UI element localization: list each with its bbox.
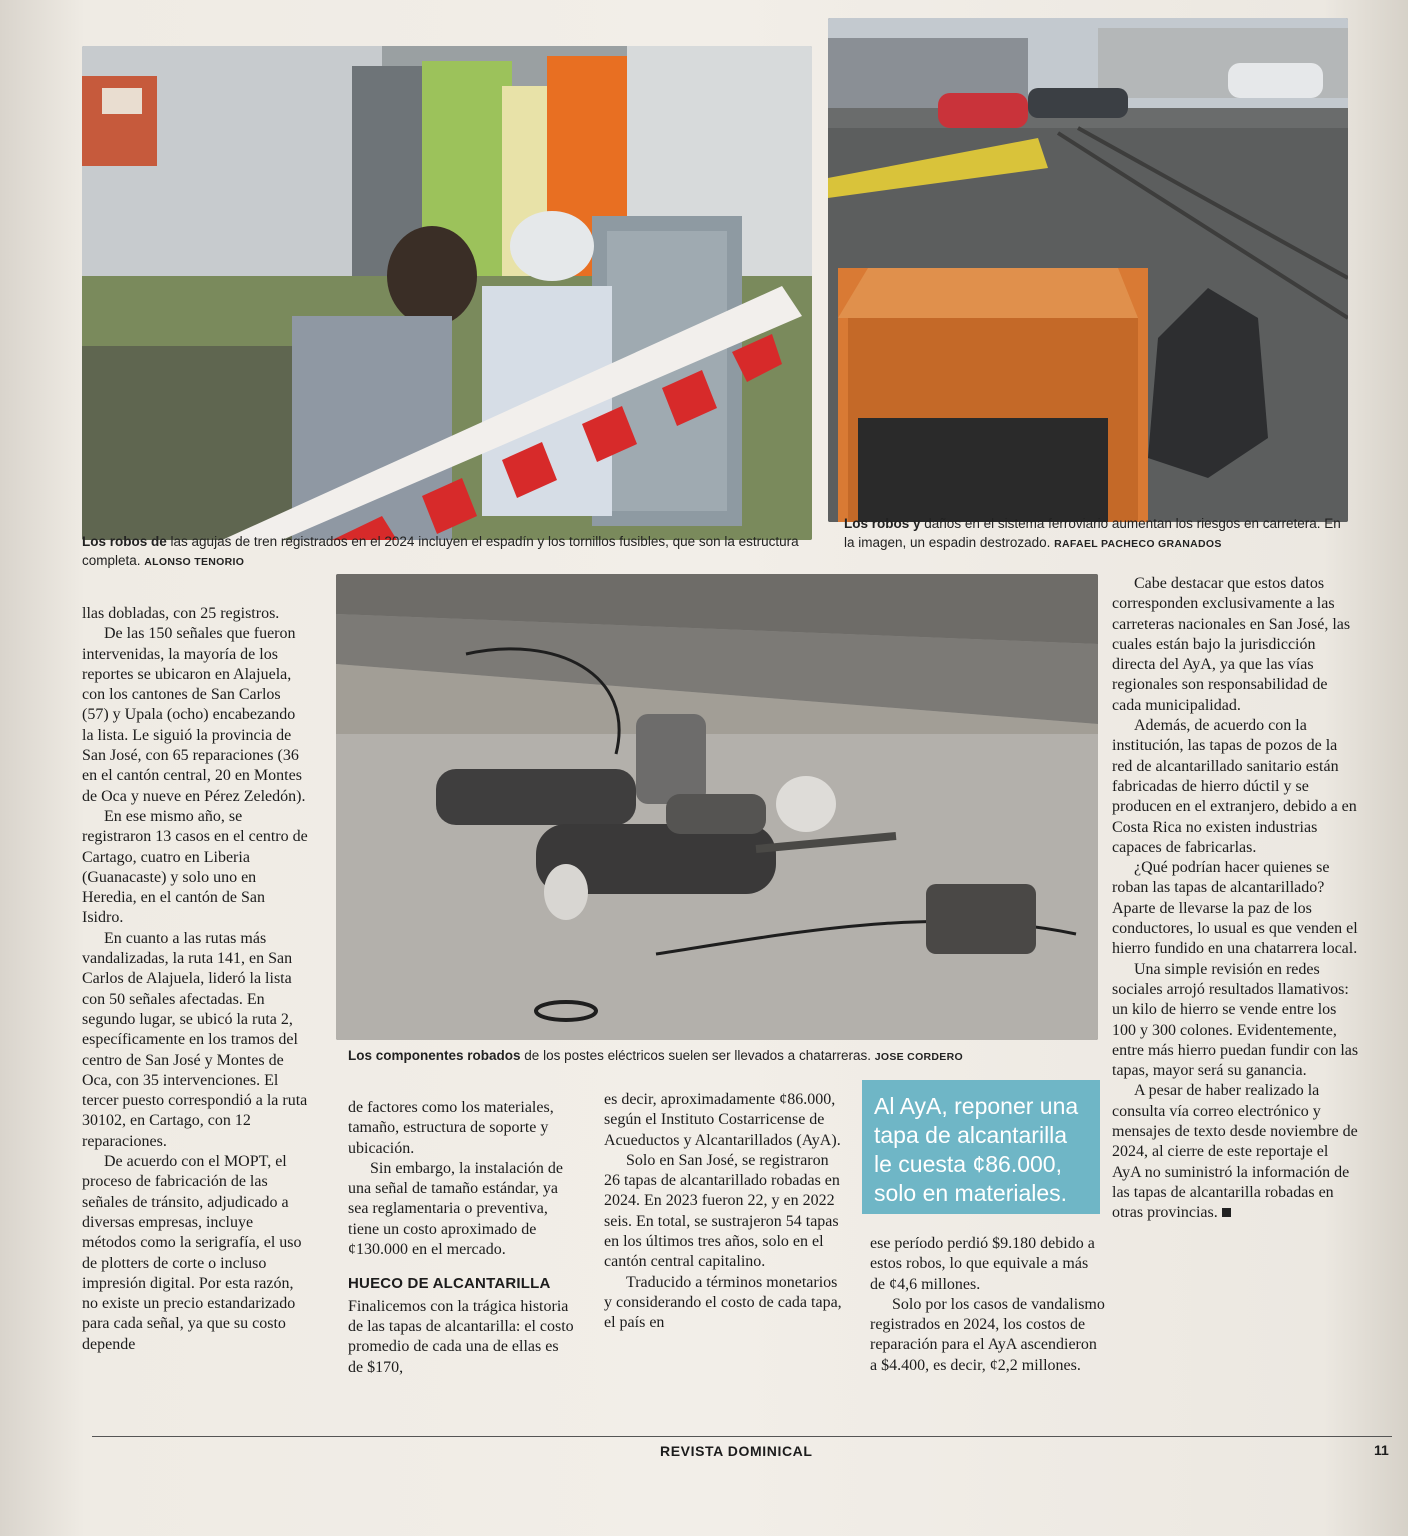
caption-text: daños en el sistema ferroviario aumentan los riesgos en carretera. En la imagen, un espadin destrozado.	[844, 516, 1341, 550]
photo-stolen-electrical-components	[336, 574, 1098, 1040]
article-paragraph: de factores como los materiales, tamaño, estructura de soporte y ubicación.	[348, 1099, 554, 1157]
caption-lead: Los robos y	[844, 516, 921, 531]
article-paragraph: Solo en San José, se registraron 26 tapas de alcantarillado robadas en 2024. En 2023 fueron 22, y en 2022 seis. En total, se sustrajeron 54 tapas en los últimos tres años, solo en el cantón central capitalino.	[604, 1151, 840, 1271]
photo-credit: ALONSO TENORIO	[144, 556, 245, 568]
article-column-3	[604, 1090, 842, 1334]
caption-text: las agujas de tren registrados en el 2024 incluyen el espadín y los tornillos fusibles, que son la estructura completa.	[82, 534, 799, 568]
section-subhead: HUECO DE ALCANTARILLA	[348, 1275, 551, 1293]
article-paragraph: Sin embargo, la instalación de una señal de tamaño estándar, ya sea reglamentaria o preventiva, tiene un costo aproximado de ¢130.000 en el mercado.	[348, 1159, 563, 1259]
article-paragraph: es decir, aproximadamente ¢86.000, según el Instituto Costarricense de Acueductos y Alcantarillados (AyA).	[604, 1091, 841, 1149]
caption-lead: Los componentes robados	[348, 1048, 521, 1063]
article-paragraph: De las 150 señales que fueron intervenidas, la mayoría de los reportes se ubicaron en Alajuela, con los cantones de San Carlos (57) y Upala (ocho) encabezando la lista. Le siguió la provincia de San José, con 65 reparaciones (36 en el cantón central, 20 en Montes de Oca y nueve en Pérez Zeledón).	[82, 625, 306, 805]
end-of-article-icon	[1222, 1208, 1231, 1217]
pull-quote: Al AyA, reponer una tapa de alcantarilla le cuesta ¢86.000, solo en materiales.	[862, 1080, 1100, 1214]
article-paragraph: Además, de acuerdo con la institución, las tapas de pozos de la red de alcantarillado sanitario están fabricadas de hierro dúctil y se producen en el extranjero, debido a en Costa Rica no existen industrias capaces de fabricarlas.	[1112, 717, 1357, 856]
article-paragraph: De acuerdo con el MOPT, el proceso de fabricación de las señales de tránsito, adjudicado a diversas empresas, incluye métodos como la serigrafía, el uso de plotters de corte o incluso impresión digital. Por esta razón, no existe un precio estandarizado para cada señal, ya que su costo depende	[82, 1153, 302, 1353]
article-paragraph-text: A pesar de haber realizado la consulta vía correo electrónico y mensajes de texto desde noviembre de 2024, al cierre de este reportaje el AyA no suministró la información de las tapas de alcantarilla robadas en otras provincias.	[1112, 1082, 1358, 1222]
photo-credit: JOSE CORDERO	[874, 1051, 963, 1063]
article-paragraph: Cabe destacar que estos datos corresponden exclusivamente a las carreteras nacionales en San José, las cuales están bajo la jurisdicción directa del AyA, ya que las vías regionales son responsabilidad de cada municipalidad.	[1112, 575, 1351, 714]
article-paragraph	[1112, 1081, 1360, 1223]
article-column-4	[870, 1234, 1106, 1376]
article-paragraph: ¿Qué podrían hacer quienes se roban las tapas de alcantarillado? Aparte de llevarse la paz de los conductores, lo usual es que venden el hierro fundido en una chatarrera local.	[1112, 859, 1358, 958]
article-paragraph: Una simple revisión en redes sociales arrojó resultados llamativos: un kilo de hierro se vende entre los 100 y 300 colones. Evidentemente, entre más hierro puedan fundir con las tapas, mayor será su ganancia.	[1112, 960, 1359, 1080]
caption-text: de los postes eléctricos suelen ser llevados a chatarreras.	[524, 1048, 871, 1063]
photo-credit: RAFAEL PACHECO GRANADOS	[1054, 538, 1222, 550]
article-column-1	[82, 604, 308, 1355]
photo-destroyed-espadin	[828, 18, 1348, 522]
article-paragraph: En cuanto a las rutas más vandalizadas, la ruta 141, en San Carlos de Alajuela, lideró la lista con 50 señales afectadas. En segundo lugar, se ubicó la ruta 2, específicamente en los tramos del centro de San José y Montes de Oca, con 35 intervenciones. El tercer puesto correspondió a la ruta 30102, en Cartago, con 12 reparaciones.	[82, 929, 308, 1150]
caption-photo-railway-barrier	[82, 532, 822, 572]
article-paragraph: En ese mismo año, se registraron 13 casos en el centro de Cartago, cuatro en Liberia (Guanacaste) y solo uno en Heredia, en el cantón de San Isidro.	[82, 807, 308, 927]
article-paragraph: Solo por los casos de vandalismo registrados en 2024, los costos de reparación para el AyA ascendieron a $4.400, es decir, ¢2,2 millones.	[870, 1295, 1105, 1374]
article-column-2	[348, 1098, 576, 1378]
article-paragraph: ese período perdió $9.180 debido a estos robos, lo que equivale a más de ¢4,6 millones.	[870, 1235, 1095, 1293]
page-number: 11	[1374, 1442, 1389, 1458]
photo-railway-barrier-workers	[82, 46, 812, 540]
article-paragraph: Traducido a términos monetarios y considerando el costo de cada tapa, el país en	[604, 1273, 842, 1332]
article-column-5	[1112, 574, 1360, 1224]
article-paragraph: llas dobladas, con 25 registros.	[82, 605, 280, 622]
publication-name: REVISTA DOMINICAL	[660, 1443, 813, 1459]
caption-photo-espadin	[844, 514, 1346, 554]
caption-lead: Los robos de	[82, 534, 167, 549]
article-paragraph: Finalicemos con la trágica historia de las tapas de alcantarilla: el costo promedio de cada una de ellas es de $170,	[348, 1297, 574, 1376]
footer-rule	[92, 1436, 1392, 1437]
caption-photo-electrical	[348, 1046, 1088, 1067]
